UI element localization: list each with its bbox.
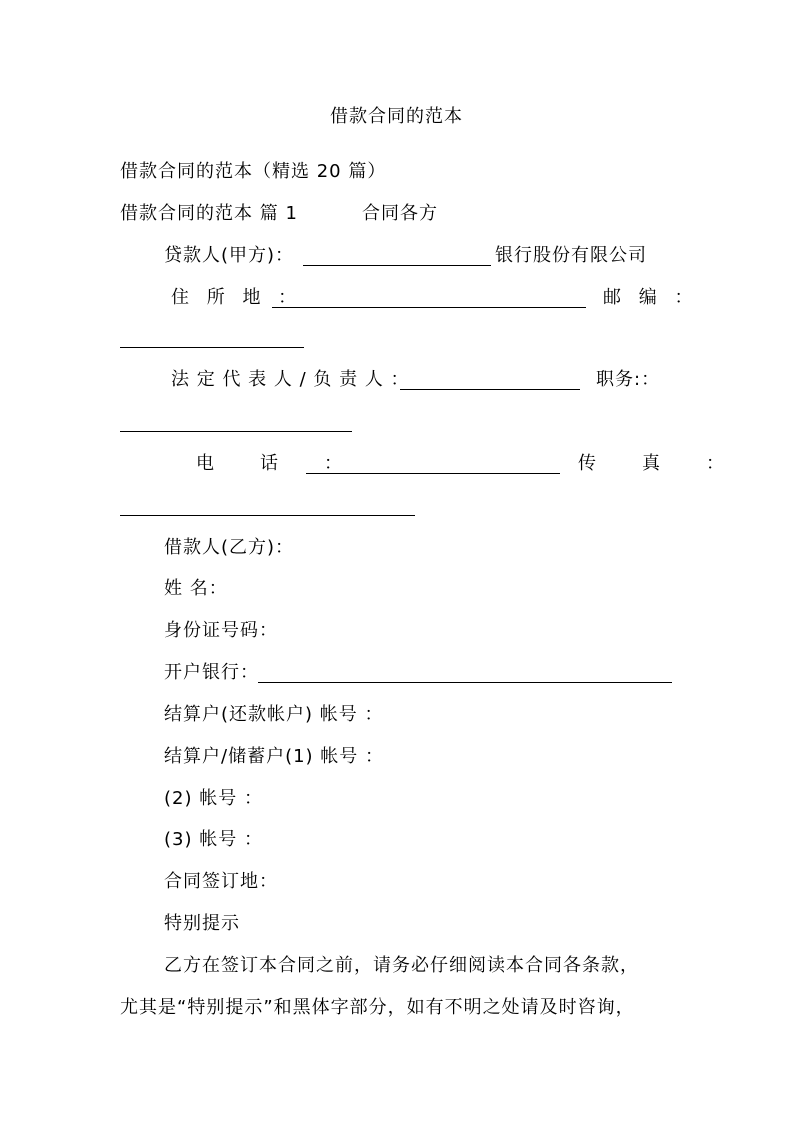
heading-selection: 借款合同的范本（精选 20 篇） [120,161,387,182]
notice-paragraph-line-1: 乙方在签订本合同之前，请务必仔细阅读本合同各条款， [164,955,639,976]
settlement-account-label: 结算户(还款帐户) 帐号 ： [164,704,384,725]
position-blank [120,431,352,432]
address-blank [272,307,586,308]
legal-rep-label: 法 定 代 表 人 / 负 责 人 ： [171,369,410,390]
savings-account-3-label: (3) 帐号 ： [164,829,263,850]
special-notice-heading: 特别提示 [164,913,240,934]
notice-paragraph-line-2: 尤其是“特别提示”和黑体字部分，如有不明之处请及时咨询， [120,997,635,1018]
postcode-blank [120,347,304,348]
savings-account-2-label: (2) 帐号 ： [164,788,263,809]
lender-label: 贷款人(甲方)： [164,245,295,266]
fax-label: 传 真 ： [578,453,738,474]
address-label: 住 所 地 ： [171,287,303,308]
fax-blank [120,515,415,516]
lender-blank [303,265,491,266]
lender-suffix: 银行股份有限公司 [495,245,647,266]
id-number-label: 身份证号码： [164,620,278,641]
document-title: 借款合同的范本 [330,106,463,127]
savings-account-1-label: 结算户/储蓄户(1) 帐号 ： [164,746,385,767]
phone-blank [306,473,560,474]
name-label: 姓 名： [164,578,228,599]
heading-article-1: 借款合同的范本 篇 1 [120,203,298,224]
position-label: 职务:： [596,369,661,390]
postcode-label: 邮 编 ： [603,287,699,308]
phone-label: 电 话 ： [196,453,356,474]
bank-blank [258,682,672,683]
bank-label: 开户银行： [164,662,259,683]
legal-rep-blank [400,389,580,390]
signing-place-label: 合同签订地： [164,871,278,892]
heading-parties: 合同各方 [362,203,438,224]
borrower-label: 借款人(乙方)： [164,537,295,558]
